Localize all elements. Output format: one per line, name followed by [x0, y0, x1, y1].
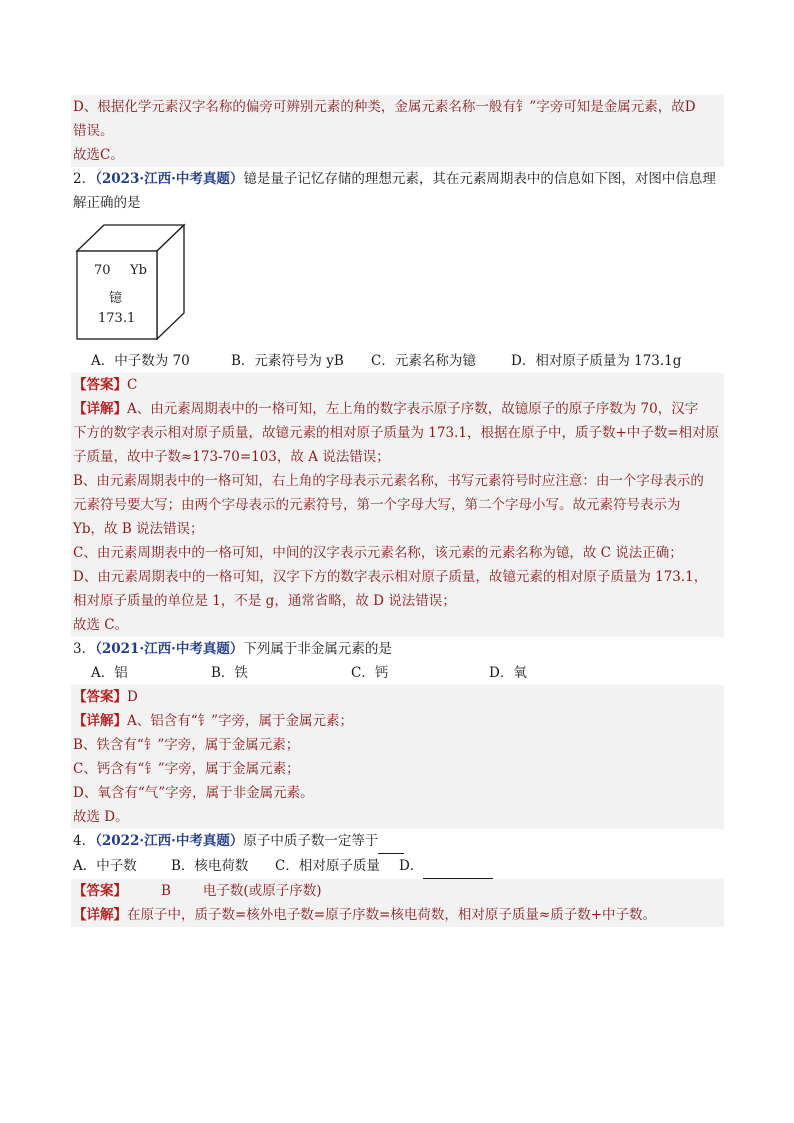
q2-stem-text: 镱是量子记忆存储的理想元素，其在元素周期表中的信息如下图，对图中信息理 — [243, 171, 716, 187]
cell-atomic-mass: 173.1 — [98, 311, 136, 326]
q2-number: 2． — [73, 171, 96, 187]
q4-option-a: A．中子数 — [73, 858, 137, 874]
q2-detail-line-4: 元素符号要大写；由两个字母表示的元素符号，第一个字母大写，第二个字母小写。故元素符号表示为 — [71, 493, 724, 517]
document-page — [71, 95, 724, 927]
q4-stem-text: 原子中质子数一定等于 — [243, 833, 379, 849]
q2-detail-line-2: 子质量，故中子数≈173-70=103，故 A 说法错误； — [71, 445, 724, 469]
q2-detail-line-7: D、由元素周期表中的一格可知，汉字下方的数字表示相对原子质量，故镱元素的相对原子质量为 173.1， — [71, 565, 724, 589]
q2-detail-line-8: 相对原子质量的单位是 1，不是 g，通常省略，故 D 说法错误； — [71, 589, 724, 613]
q3-detail-line-2: C、钙含有“钅”字旁，属于金属元素； — [71, 757, 724, 781]
q4-answer-value-2: 电子数(或原子序数) — [202, 883, 322, 899]
q2-option-c: C．元素名称为镱 — [371, 353, 476, 369]
q4-option-b: B．核电荷数 — [171, 858, 249, 874]
q3-option-c: C．钙 — [351, 665, 389, 681]
q3-detail-line-4: 故选 D。 — [71, 805, 724, 829]
q3-stem — [71, 637, 724, 661]
q2-stem-line1 — [71, 167, 724, 191]
q2-option-a: A．中子数为 70 — [91, 353, 190, 369]
q4-detail-tag: 【详解】 — [73, 907, 127, 923]
q2-detail-line-6: C、由元素周期表中的一格可知，中间的汉字表示元素名称，该元素的元素名称为镱，故 C 说法正确； — [71, 541, 724, 565]
q2-answer — [71, 373, 724, 397]
q3-detail-line-0 — [71, 709, 724, 733]
prev-detail-d-line2: 错误。 — [71, 119, 724, 143]
q3-option-b: B．铁 — [211, 665, 248, 681]
q2-option-b: B．元素符号为 yB — [231, 353, 344, 369]
q3-answer-value: D — [127, 689, 138, 705]
cell-element-name: 镱 — [109, 291, 123, 306]
q3-source: （2021·江西·中考真题） — [95, 641, 244, 657]
q2-option-d: D．相对原子质量为 173.1g — [511, 353, 682, 369]
q4-answer — [71, 879, 724, 903]
q3-detail-line-3: D、氧含有“气”字旁，属于非金属元素。 — [71, 781, 724, 805]
q2-detail-line-9: 故选 C。 — [71, 613, 724, 637]
q3-detail-tag: 【详解】 — [73, 713, 127, 729]
q4-option-d-blank — [423, 854, 493, 879]
q3-option-d: D．氧 — [489, 665, 527, 681]
q2-source: （2023·江西·中考真题） — [95, 171, 244, 187]
q2-answer-tag: 【答案】 — [73, 377, 127, 393]
q2-detail-line-1: 下方的数字表示相对原子质量，故镱元素的相对原子质量为 173.1，根据在原子中，质子数+中子数=相对原 — [71, 421, 724, 445]
q3-number: 3． — [73, 641, 96, 657]
cell-symbol: Yb — [130, 263, 147, 278]
q3-answer — [71, 685, 724, 709]
q2-detail-line-0 — [71, 397, 724, 421]
q4-stem-blank — [378, 829, 404, 854]
prev-detail-d-line1: D、根据化学元素汉字名称的偏旁可辨别元素的种类，金属元素名称一般有钅”字旁可知是金属元素，故D — [71, 95, 724, 119]
cell-atomic-number: 70 — [94, 263, 111, 278]
q4-answer-tag: 【答案】 — [73, 883, 127, 899]
q4-detail-text: 在原子中，质子数=核外电子数=原子序数=核电荷数，相对原子质量≈质子数+中子数。 — [127, 907, 657, 923]
q2-detail-tag: 【详解】 — [73, 401, 127, 417]
q3-options — [71, 661, 724, 685]
q4-detail — [71, 903, 724, 927]
q4-option-d — [399, 854, 493, 879]
q3-stem-text: 下列属于非金属元素的是 — [243, 641, 392, 657]
q2-stem-line2: 解正确的是 — [73, 195, 141, 211]
q2-detail-line-3: B、由元素周期表中的一格可知，右上角的字母表示元素名称，书写元素符号时应注意：由一个字母表示的 — [71, 469, 724, 493]
q3-option-a: A．铝 — [91, 665, 128, 681]
q4-options — [71, 854, 724, 879]
q4-number: 4． — [73, 833, 96, 849]
q3-detail-text-0: A、铝含有“钅”字旁，属于金属元素； — [127, 713, 354, 729]
q2-detail-text-0: A、由元素周期表中的一格可知，左上角的数字表示原子序数，故镱原子的原子序数为 70，汉字 — [127, 401, 699, 417]
q2-options — [71, 349, 724, 373]
prev-conclusion: 故选C。 — [71, 143, 724, 167]
q4-answer-value: B — [161, 883, 171, 899]
element-cell-figure — [73, 221, 193, 341]
q3-detail-line-1: B、铁含有“钅”字旁，属于金属元素； — [71, 733, 724, 757]
q4-stem — [71, 829, 724, 854]
q2-answer-value: C — [127, 377, 138, 393]
q4-option-d-label: D． — [399, 858, 424, 874]
q3-answer-tag: 【答案】 — [73, 689, 127, 705]
q4-source: （2022·江西·中考真题） — [95, 833, 244, 849]
q2-detail-line-5: Yb，故 B 说法错误； — [71, 517, 724, 541]
q4-option-c: C．相对原子质量 — [275, 858, 380, 874]
